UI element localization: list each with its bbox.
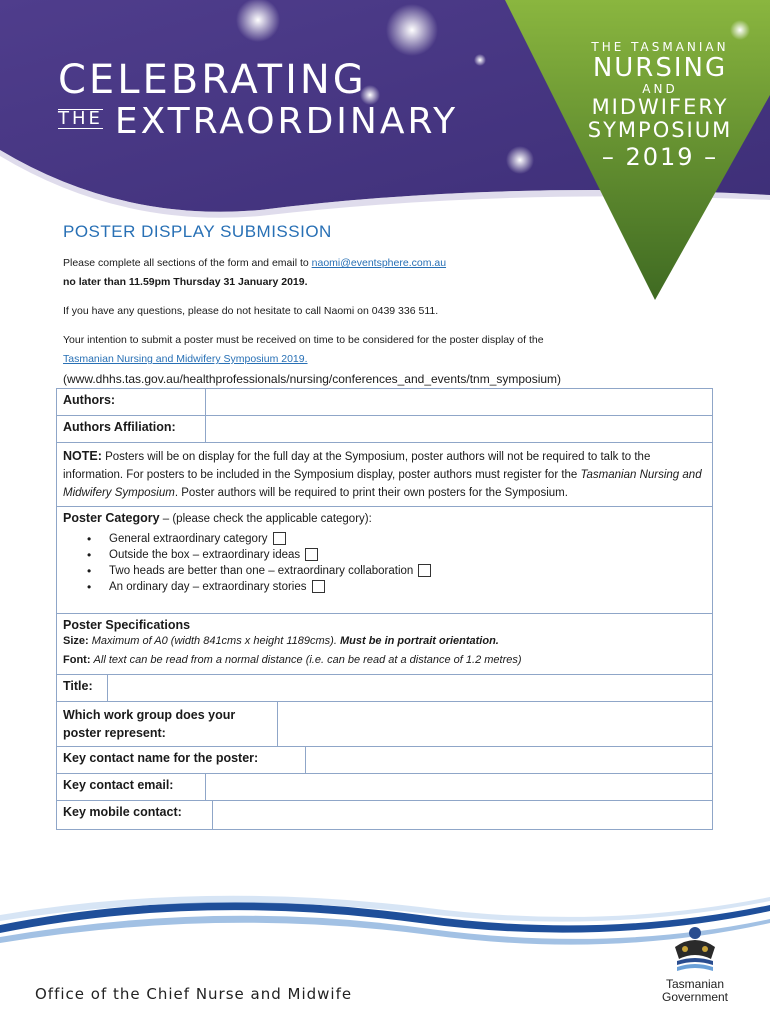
symposium-logo bbox=[585, 40, 735, 172]
category-hint: – (please check the applicable category): bbox=[162, 513, 372, 525]
authors-label: Authors: bbox=[57, 389, 206, 415]
category-row bbox=[57, 507, 713, 614]
category-option-4: An ordinary day – extraordinary stories bbox=[109, 581, 307, 593]
specs-label: Poster Specifications bbox=[63, 618, 191, 632]
size-text: Maximum of A0 (width 841cms x height 1189cms). bbox=[91, 635, 337, 647]
title-label: Title: bbox=[57, 675, 108, 701]
contact-email-label: Key contact email: bbox=[57, 774, 206, 800]
category-checkbox-3[interactable] bbox=[418, 564, 431, 577]
category-list bbox=[83, 531, 706, 595]
size-orientation: Must be in portrait orientation. bbox=[339, 635, 499, 647]
banner-line1: CELEBRATING bbox=[58, 57, 367, 103]
workgroup-label: Which work group does your poster represent: bbox=[57, 702, 278, 746]
banner-the: THE bbox=[58, 108, 103, 129]
affiliation-label: Authors Affiliation: bbox=[57, 416, 206, 442]
contact-name-field[interactable] bbox=[306, 747, 712, 773]
contact-email-field[interactable] bbox=[206, 774, 712, 800]
contact-email-row bbox=[57, 774, 713, 801]
category-checkbox-2[interactable] bbox=[305, 548, 318, 561]
category-checkbox-1[interactable] bbox=[273, 532, 286, 545]
symposium-line3: AND bbox=[642, 82, 678, 96]
list-item bbox=[83, 579, 706, 595]
title-field[interactable] bbox=[108, 675, 712, 701]
affiliation-field[interactable] bbox=[206, 416, 712, 442]
title-row bbox=[57, 675, 713, 702]
contact-mobile-label: Key mobile contact: bbox=[57, 801, 213, 829]
intro-section bbox=[63, 222, 713, 392]
specs-row bbox=[57, 614, 713, 675]
category-checkbox-4[interactable] bbox=[312, 580, 325, 593]
submission-form bbox=[56, 388, 713, 830]
font-text: All text can be read from a normal distance (i.e. can be read at a distance of 1.2 metres) bbox=[93, 654, 522, 666]
office-name: Office of the Chief Nurse and Midwife bbox=[35, 985, 353, 1003]
email-link[interactable]: naomi@eventsphere.com.au bbox=[311, 257, 447, 269]
symposium-line2: NURSING bbox=[592, 53, 728, 83]
category-label: Poster Category bbox=[63, 511, 160, 525]
event-link[interactable]: Tasmanian Nursing and Midwifery Symposium 2019. bbox=[63, 353, 308, 365]
authors-row bbox=[57, 389, 713, 416]
tasmanian-government-logo bbox=[650, 925, 740, 1004]
intention-text: Your intention to submit a poster must be received on time to be considered for the poster display of the bbox=[63, 334, 544, 346]
note-event-name: Tasmanian Nursing and Midwifery Symposium bbox=[63, 469, 702, 499]
page-title: POSTER DISPLAY SUBMISSION bbox=[63, 222, 332, 241]
note-body-2: . Poster authors will be required to print their own posters for the Symposium. bbox=[174, 487, 568, 499]
note-body-1: Posters will be on display for the full day at the Symposium, poster authors will not be required to talk to the information. For posters to be included in the Symposium display, poster authors must register for the bbox=[63, 451, 651, 481]
symposium-line4: MIDWIFERY bbox=[591, 95, 729, 119]
authors-field[interactable] bbox=[206, 389, 712, 415]
font-label: Font: bbox=[63, 654, 91, 666]
tasmanian-devil-crest-icon bbox=[665, 925, 725, 973]
instructions-line: Please complete all sections of the form and email to bbox=[63, 257, 309, 269]
list-item bbox=[83, 563, 706, 579]
workgroup-row bbox=[57, 702, 713, 747]
banner-title bbox=[58, 58, 458, 142]
deadline-text: no later than 11.59pm Thursday 31 January 2019. bbox=[63, 276, 308, 288]
instructions-text bbox=[63, 256, 713, 271]
affiliation-row bbox=[57, 416, 713, 443]
size-label: Size: bbox=[63, 635, 89, 647]
banner-line2: EXTRAORDINARY bbox=[114, 101, 459, 142]
category-option-1: General extraordinary category bbox=[109, 533, 268, 545]
government-line2: Government bbox=[661, 990, 729, 1004]
list-item bbox=[83, 531, 706, 547]
symposium-year: – 2019 – bbox=[601, 143, 719, 171]
contact-mobile-row bbox=[57, 801, 713, 830]
symposium-line1: THE TASMANIAN bbox=[591, 40, 729, 54]
workgroup-field[interactable] bbox=[278, 702, 712, 746]
contact-name-label: Key contact name for the poster: bbox=[57, 747, 306, 773]
category-option-3: Two heads are better than one – extraordinary collaboration bbox=[109, 565, 414, 577]
note-label: NOTE: bbox=[63, 449, 102, 463]
symposium-line5: SYMPOSIUM bbox=[587, 118, 733, 142]
note-text bbox=[57, 443, 713, 507]
list-item bbox=[83, 547, 706, 563]
event-url: (www.dhhs.tas.gov.au/healthprofessionals/nursing/conferences_and_events/tnm_symposium) bbox=[63, 372, 562, 386]
contact-mobile-field[interactable] bbox=[213, 801, 712, 829]
government-line1: Tasmanian bbox=[665, 977, 725, 991]
note-row bbox=[57, 443, 713, 507]
category-option-2: Outside the box – extraordinary ideas bbox=[109, 549, 301, 561]
questions-text: If you have any questions, please do not hesitate to call Naomi on 0439 336 511. bbox=[63, 305, 439, 317]
contact-name-row bbox=[57, 747, 713, 774]
